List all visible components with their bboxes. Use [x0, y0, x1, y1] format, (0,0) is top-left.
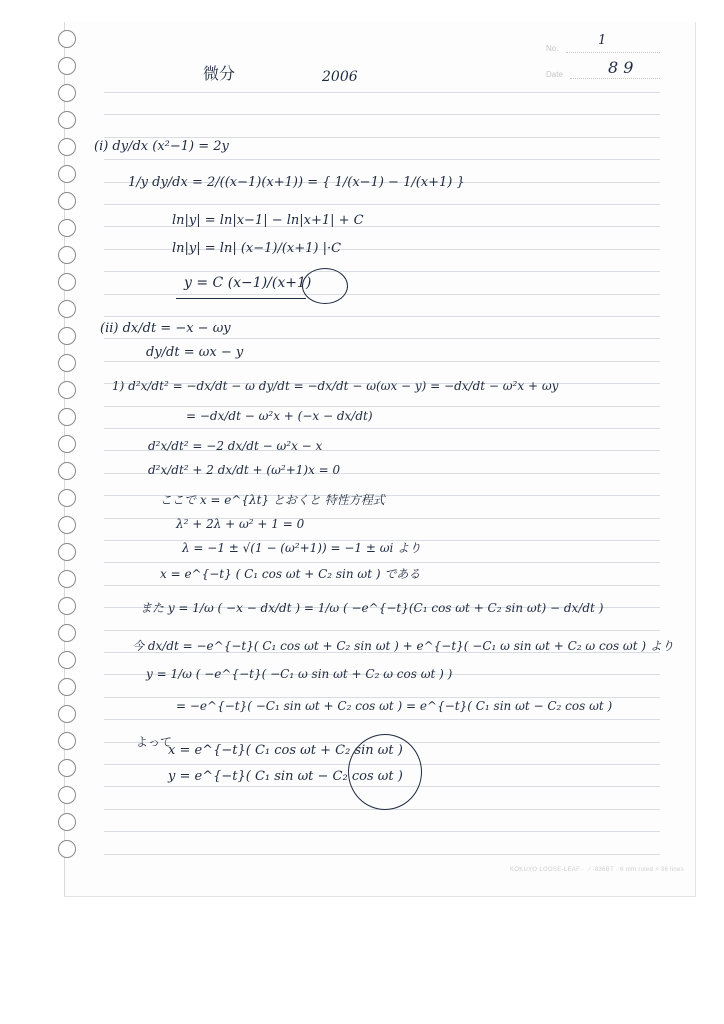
ruled-line	[104, 854, 660, 855]
ruled-line	[104, 271, 660, 272]
line-3: ln|y| = ln|x−1| − ln|x+1| + C	[172, 213, 364, 228]
binder-hole	[58, 489, 76, 507]
binder-hole	[58, 786, 76, 804]
binder-hole	[58, 624, 76, 642]
binder-hole	[58, 759, 76, 777]
line-20: よって	[136, 735, 173, 749]
binder-hole	[58, 300, 76, 318]
binder-hole	[58, 111, 76, 129]
binder-hole	[58, 516, 76, 534]
line-2: 1/y dy/dx = 2/((x−1)(x+1)) = { 1/(x−1) − 1/(x+1) }	[128, 175, 465, 190]
line-17: 今 dx/dt = −e^{−t}( C₁ cos ωt + C₂ sin ωt ) + e^{−t}( −C₁ ω sin ωt + C₂ ω cos ωt ) より	[132, 639, 674, 653]
binder-hole	[58, 84, 76, 102]
line-8: 1) d²x/dt² = −dx/dt − ω dy/dt = −dx/dt − ω(ωx − y) = −dx/dt − ω²x + ωy	[112, 379, 559, 393]
ruled-line	[104, 361, 660, 362]
ruled-line	[104, 204, 660, 205]
no-label: No.	[546, 44, 559, 53]
line-19: = −e^{−t}( −C₁ sin ωt + C₂ cos ωt ) = e^{−t}( C₁ sin ωt − C₂ cos ωt )	[176, 699, 613, 713]
binder-hole	[58, 381, 76, 399]
line-16: また y = 1/ω ( −x − dx/dt ) = 1/ω ( −e^{−t}(C₁ cos ωt + C₂ sin ωt) − dx/dt )	[140, 601, 604, 615]
ruled-line	[104, 294, 660, 295]
binder-hole	[58, 543, 76, 561]
date-line	[570, 78, 660, 79]
binder-hole	[58, 246, 76, 264]
binder-hole	[58, 138, 76, 156]
binder-hole	[58, 30, 76, 48]
binder-hole	[58, 165, 76, 183]
binder-hole	[58, 192, 76, 210]
paper-brand: KOKUYO LOOSE-LEAF · ノ-836BT · 6 mm ruled × 36 lines	[509, 867, 684, 873]
ruled-line	[104, 92, 660, 93]
line-11: d²x/dt² + 2 dx/dt + (ω²+1)x = 0	[148, 463, 341, 477]
binder-hole	[58, 435, 76, 453]
ruled-line	[104, 697, 660, 698]
answer-circle	[302, 268, 348, 304]
binder-hole	[58, 327, 76, 345]
line-4: ln|y| = ln| (x−1)/(x+1) |·C	[172, 241, 342, 256]
ruled-line	[104, 719, 660, 720]
line-1: (i) dy/dx (x²−1) = 2y	[94, 139, 229, 154]
binder-hole	[58, 408, 76, 426]
line-22-answer-y: y = e^{−t}( C₁ sin ωt − C₂ cos ωt )	[168, 769, 403, 784]
binder-hole	[58, 705, 76, 723]
ruled-line	[104, 428, 660, 429]
binder-hole	[58, 354, 76, 372]
ruled-line	[104, 630, 660, 631]
line-21-answer-x: x = e^{−t}( C₁ cos ωt + C₂ sin ωt )	[168, 743, 403, 758]
binder-hole	[58, 678, 76, 696]
date-label: Date	[546, 70, 563, 79]
page-title: 微分	[203, 64, 236, 83]
date-value: 8 9	[608, 58, 634, 77]
line-13: λ² + 2λ + ω² + 1 = 0	[176, 517, 305, 531]
line-7: dy/dt = ωx − y	[146, 345, 244, 360]
line-12: ここで x = e^{λt} とおくと 特性方程式	[160, 493, 385, 507]
binder-hole	[58, 651, 76, 669]
ruled-line	[104, 137, 660, 138]
ruled-line	[104, 316, 660, 317]
line-9: = −dx/dt − ω²x + (−x − dx/dt)	[186, 409, 373, 423]
line-6: (ii) dx/dt = −x − ωy	[100, 321, 231, 336]
ruled-line	[104, 114, 660, 115]
ruled-line	[104, 406, 660, 407]
binder-hole	[58, 570, 76, 588]
binder-holes	[58, 30, 78, 870]
binder-hole	[58, 219, 76, 237]
binder-hole	[58, 840, 76, 858]
binder-hole	[58, 273, 76, 291]
ruled-line	[104, 338, 660, 339]
binder-hole	[58, 597, 76, 615]
answer-underline	[176, 298, 306, 299]
year: 2006	[322, 69, 358, 85]
line-18: y = 1/ω ( −e^{−t}( −C₁ ω sin ωt + C₂ ω cos ωt ) )	[146, 667, 453, 681]
line-5-answer: y = C (x−1)/(x+1)	[184, 275, 312, 291]
ruled-line	[104, 159, 660, 160]
no-line	[566, 52, 660, 53]
binder-hole	[58, 813, 76, 831]
line-15: x = e^{−t} ( C₁ cos ωt + C₂ sin ωt ) である	[160, 567, 421, 581]
ruled-line	[104, 831, 660, 832]
binder-hole	[58, 462, 76, 480]
binder-hole	[58, 732, 76, 750]
ruled-line	[104, 562, 660, 563]
binder-hole	[58, 57, 76, 75]
ruled-line	[104, 585, 660, 586]
page-number: 1	[598, 33, 607, 48]
line-14: λ = −1 ± √(1 − (ω²+1)) = −1 ± ωi より	[182, 541, 422, 555]
final-answer-circle	[348, 734, 422, 810]
line-10: d²x/dt² = −2 dx/dt − ω²x − x	[148, 439, 323, 453]
